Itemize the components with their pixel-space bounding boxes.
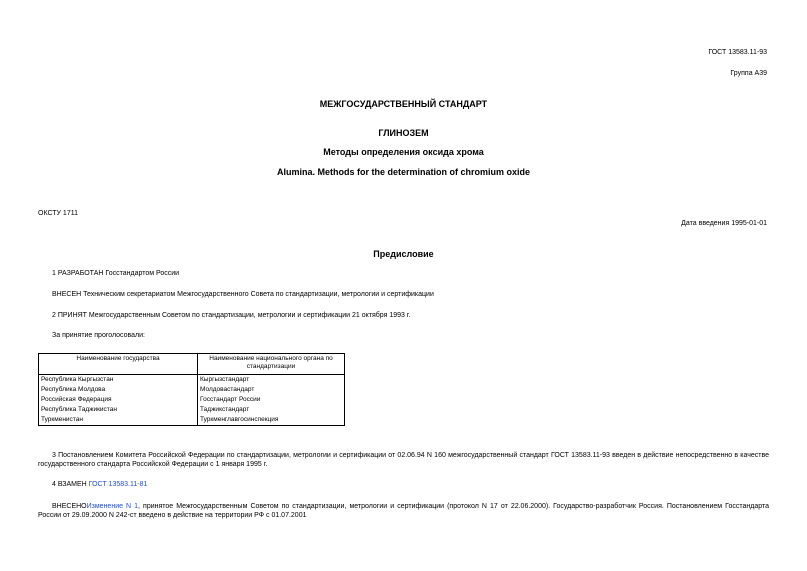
subject-title-ru: Методы определения оксида хрома bbox=[323, 147, 484, 157]
table-header-authority: Наименование национального органа по стандартизации bbox=[198, 354, 345, 375]
replaced-standard-link[interactable]: ГОСТ 13583.11-81 bbox=[88, 481, 148, 488]
voting-table bbox=[38, 353, 345, 426]
foreword-p7 bbox=[38, 502, 769, 520]
table-header-state: Наименование государства bbox=[39, 354, 198, 375]
table-row bbox=[39, 385, 345, 395]
doc-group: Группа А39 bbox=[730, 70, 767, 77]
foreword-p2: ВНЕСЕН Техническим секретариатом Межгосударственного Совета по стандартизации, метрологии и сертификации bbox=[52, 291, 434, 298]
foreword-p5: 3 Постановлением Комитета Российской Федерации по стандартизации, метрологии и сертификации от 02.06.94 N 160 межгосударственный стандарт ГОСТ 13583.11-93 введен в действие непосредственно в качестве государственного стандарта Российской Федерации с 1 января 1995 г. bbox=[38, 452, 769, 468]
table-header-row bbox=[39, 354, 345, 375]
table-row bbox=[39, 405, 345, 415]
amendment-prefix: ВНЕСЕНО bbox=[52, 503, 87, 510]
foreword-p6 bbox=[52, 480, 147, 489]
amendment-link[interactable]: Изменение N 1 bbox=[86, 503, 139, 510]
table-cell-authority: Госстандарт России bbox=[198, 395, 345, 405]
table-cell-authority: Кыргызстандарт bbox=[198, 375, 345, 386]
standard-type-title: МЕЖГОСУДАРСТВЕННЫЙ СТАНДАРТ bbox=[319, 99, 488, 109]
table-cell-state: Туркменистан bbox=[39, 415, 198, 426]
foreword-heading: Предисловие bbox=[373, 249, 434, 259]
okstu-code: ОКСТУ 1711 bbox=[38, 210, 78, 217]
intro-date: Дата введения 1995-01-01 bbox=[681, 220, 767, 227]
product-title: ГЛИНОЗЕМ bbox=[378, 128, 429, 138]
table-cell-authority: Молдовастандарт bbox=[198, 385, 345, 395]
table-row bbox=[39, 395, 345, 405]
table-row bbox=[39, 415, 345, 426]
foreword-p1: 1 РАЗРАБОТАН Госстандартом России bbox=[52, 270, 180, 277]
doc-number: ГОСТ 13583.11-93 bbox=[708, 49, 767, 56]
table-cell-state: Республика Таджикистан bbox=[39, 405, 198, 415]
table-cell-state: Республика Молдова bbox=[39, 385, 198, 395]
replaces-label: 4 ВЗАМЕН bbox=[52, 481, 89, 488]
foreword-p3: 2 ПРИНЯТ Межгосударственным Советом по стандартизации, метрологии и сертификации 21 октября 1993 г. bbox=[52, 312, 411, 319]
table-cell-state: Российская Федерация bbox=[39, 395, 198, 405]
foreword-p4: За принятие проголосовали: bbox=[52, 332, 145, 339]
table-cell-authority: Туркменглавгосинспекция bbox=[198, 415, 345, 426]
table-cell-authority: Таджикстандарт bbox=[198, 405, 345, 415]
amendment-text: , принятое Межгосударственным Советом по стандартизации, метрологии и сертификации (протокол N 17 от 22.06.2000). Государство-разработчик Россия. Постановлением Госстандарта России от 29.09.2000 N 242-ст введено в действие на территории РФ с 01.07.2001 bbox=[38, 503, 769, 519]
subject-title-en: Alumina. Methods for the determination of chromium oxide bbox=[276, 167, 530, 177]
table-row bbox=[39, 375, 345, 386]
table-cell-state: Республика Кыргызстан bbox=[39, 375, 198, 386]
